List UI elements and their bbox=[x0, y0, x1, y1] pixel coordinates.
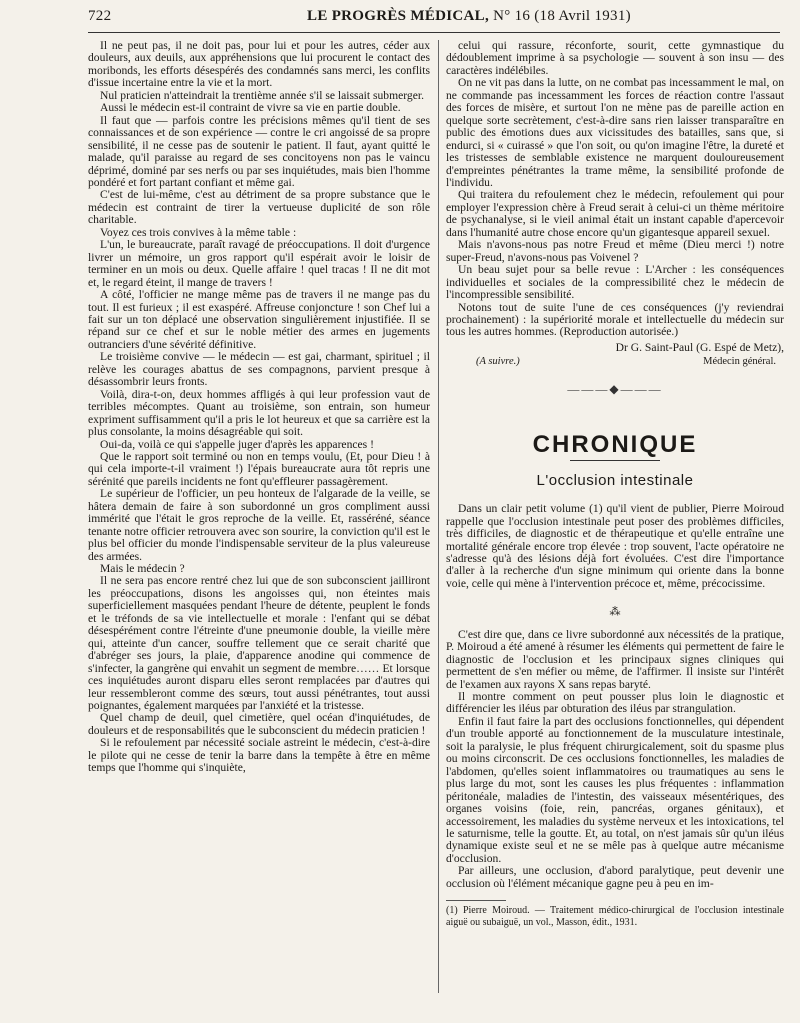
essay-continuation bbox=[446, 40, 784, 339]
paragraph: C'est de lui-même, c'est au détriment de sa propre substance que le médecin est contraint de tirer la vertueuse duplicité de son rôle charitable. bbox=[88, 188, 430, 227]
paragraph: celui qui rassure, réconforte, sourit, cette gymnastique du dédoublement imprime à sa psychologie — souvent à son insu — des caractères indélébiles. bbox=[446, 39, 784, 77]
heading-rule bbox=[570, 460, 660, 461]
paragraph: A côté, l'officier ne mange même pas de travers il ne mange pas du tout. Il est furieux ; il est exaspéré. Affreuse conjoncture ! son Chef lui a fait sur un ton déplacé une observation singulièrement injustifiée. Il se répand sur ce chef et sur le noble métier des armes en jugements outranciers d'une sévérité définitive. bbox=[88, 288, 430, 351]
page-header bbox=[88, 8, 780, 30]
chronique-intro bbox=[446, 503, 784, 590]
paragraph: Que le rapport soit terminé ou non en temps voulu, (Et, pour Dieu ! à qui cela importe-t-il vraiment !) l'épais bureaucrate aura tôt repris une sérénité que pareils incidents ne font qu'effleurer passagèrement. bbox=[88, 449, 430, 488]
section-ornament: ———◆——— bbox=[567, 381, 663, 396]
paragraph: L'un, le bureaucrate, paraît ravagé de préoccupations. Il doit d'urgence livrer un mémoire, un gros rapport qu'il espérait avoir le loisir de terminer en un mois ou deux. Quelle affaire ! quel tracas ! Il ne dit mot et, le regard éteint, il mange de travers ! bbox=[88, 238, 430, 289]
paragraph: Oui-da, voilà ce qui s'appelle juger d'après les apparences ! bbox=[100, 437, 374, 451]
paragraph: Dans un clair petit volume (1) qu'il vient de publier, Pierre Moiroud rappelle que l'occlusion intestinale peut poser des problèmes difficiles, très difficiles, de diagnostic et de thérapeutique et qu'elle entraîne une mortalité générale encore trop élevée : trop souvent, l'acte opératoire ne s'adresse qu'à des lésions déjà fort évoluées. C'est dire l'importance d'aller à la recherche d'un signe minimum qui oriente dans la bonne voie, celle qui mène à l'intervention précoce et, même, précocissime. bbox=[446, 502, 784, 590]
paragraph: Le supérieur de l'officier, un peu honteux de l'algarade de la veille, se hâtera demain de faire à son subordonné un gros compliment aussi immérité que l'était le gros reproche de la veille. Et, rasséréné, séance tenante notre officier retrouvera avec son sourire, la conviction qu'il est le plus bel officier du monde l'indispensable serviteur de la plus valeureuse des armées. bbox=[88, 487, 430, 563]
left-column bbox=[88, 40, 430, 775]
paragraph: Il ne sera pas encore rentré chez lui que de son subconscient jailliront les préoccupations, disons les angoisses qui, non éteintes mais superficiellement masquées pendant l'heure de détente, peuplent le fonds et le tréfonds de sa vie intellectuelle et morale : l'enfant qui se débat désespérément contre l'étreinte d'une pneumonie double, la vieille mère qui, atteinte d'un cancer, souffre tellement que ce serait charité que d'abréger ses jours, la plaie, d'apparence anodine qui commence de s'infecter, la gangrène qui envahit un segment de membre…… Et lorsque ces inquiétudes auront disparu elles seront remplacées par d'autres qui leur ressembleront comme des sœurs, tout aussi pénétrantes, tout aussi poignantes, également marquées par l'anxiété et la tristesse. bbox=[88, 574, 430, 713]
paragraph: Voyez ces trois convives à la même table : bbox=[100, 225, 297, 239]
header-rule bbox=[88, 32, 780, 33]
signature-line bbox=[446, 356, 784, 368]
paragraph: Voilà, dira-t-on, deux hommes affligés à qui leur profession vaut de terribles mécomptes. Quant au troisième, son entrain, son humeur expriment suffisamment qu'il a pris le lot heureux et que sa carrière est la plus consolante, la moins désagréable qui soit. bbox=[88, 387, 430, 439]
paragraph: Quel champ de deuil, quel cimetière, quel océan d'inquiétudes, de douleurs et de responsabilités que le subconscient du médecin praticien ! bbox=[88, 711, 430, 737]
paragraph: On ne vit pas dans la lutte, on ne combat pas incessamment le mal, on ne commande pas incessamment les forces de réaction contre l'assaut des forces de misère, et surtout l'on ne mène pas de pareille action en quelque sorte secrètement, c'est-à-dire sans rien laisser transparaître en public des émotions dues aux vicissitudes des batailles, sans que, si endurci, si « cuirassé » que l'on soit, ou qu'on imagine l'être, la dureté et les tristesses de semblable existence ne marquent douloureusement d'empreintes pénétrantes la trame même, la sensibilité profonde de l'individu. bbox=[446, 76, 784, 189]
chronique-body bbox=[446, 629, 784, 891]
right-column bbox=[446, 40, 784, 928]
page-number: 722 bbox=[88, 8, 112, 24]
paragraph: Mais le médecin ? bbox=[100, 562, 185, 576]
paragraph: Il montre comment on peut pousser plus loin le diagnostic et différencier les iléus par obturation des iléus par strangulation. bbox=[446, 690, 784, 716]
journal-title: LE PROGRÈS MÉDICAL, bbox=[307, 8, 490, 24]
paragraph: Enfin il faut faire la part des occlusions fonctionnelles, qui dépendent d'un trouble apporté au fonctionnement de la musculature intestinale, soit la paralysie, le plus fréquent chirurgicalement, soit du spasme plus ou moins circonscrit. De ces occlusions fonctionnelles, les maladies de l'abdomen, qu'elles soient inflammatoires ou traumatiques au sens le plus large du mot, sont les causes les plus fréquentes : inflammation péritonéale, maladies de l'intestin, des vaisseaux mésentériques, des organes voisins (foie, rein, pancréas, organes génitaux), et accessoirement, les maladies du système nerveux et les intoxications, tel le saturnisme, telle la goutte. Et, au total, on n'est jamais sûr qu'un iléus dynamique existe seul et ne se mêle pas à quelque autre mécanisme d'occlusion. bbox=[446, 714, 784, 865]
paragraph: Le troisième convive — le médecin — est gai, charmant, spirituel ; il relève les courages abattus de ses compagnons, parvient presque à désassombrir leurs fronts. bbox=[88, 350, 430, 389]
issue-info: N° 16 (18 Avril 1931) bbox=[493, 8, 631, 24]
running-title bbox=[158, 8, 780, 25]
column-divider bbox=[438, 40, 439, 993]
paragraph: Nul praticien n'atteindrait la trentième année s'il se laissait submerger. bbox=[100, 88, 424, 102]
to-be-continued: (A suivre.) bbox=[476, 356, 520, 368]
section-heading: CHRONIQUE bbox=[532, 431, 698, 459]
paragraph: Aussi le médecin est-il contraint de vivre sa vie en partie double. bbox=[100, 101, 401, 115]
paragraph: Mais n'avons-nous pas notre Freud et même (Dieu merci !) notre super-Freud, n'avons-nous pas Voivenel ? bbox=[446, 238, 784, 264]
footnote-rule bbox=[446, 900, 506, 901]
paragraph: Un beau sujet pour sa belle revue : L'Archer : les conséquences individuelles et sociales de la compressibilité chez le médecin de l'incompressible sensibilité. bbox=[446, 263, 784, 302]
paragraph: C'est dire que, dans ce livre subordonné aux nécessités de la pratique, P. Moiroud a été amené à résumer les éléments qui permettent de faire le diagnostic de l'occlusion et les principaux signes cliniques qui permettent de s'en méfier ou même, de l'affirmer. Il insiste sur l'intérêt de l'examen aux rayons X sans repas baryté. bbox=[446, 627, 784, 691]
author-signature: Dr G. Saint-Paul (G. Espé de Metz), bbox=[615, 340, 784, 354]
author-title: Médecin général. bbox=[703, 356, 776, 368]
article-subheading: L'occlusion intestinale bbox=[536, 471, 694, 489]
paragraph: Il faut que — parfois contre les précisions mêmes qu'il tient de ses connaissances et de son expérience — contre le cri angoissé de sa propre sensibilité, il ne cesse pas de soutenir le patient. Il faut, ayant quitté le malade, qu'il paraisse au regard de ses concitoyens non pas le vaincu déprimé, dominé par ses nerfs ou par ses inquiétudes, mais bien l'homme pondéré et fort partant confiant et même gai. bbox=[88, 113, 430, 189]
paragraph: Par ailleurs, une occlusion, d'abord paralytique, peut devenir une occlusion où l'élément mécanique gagne peu à peu en im- bbox=[446, 864, 784, 890]
paragraph: Qui traitera du refoulement chez le médecin, refoulement qui pour employer l'expression chère à Freud serait à celui-ci un thème méritoire de psychanalyse, si le vieil animal était un instant capable d'apercevoir dans l'humanité autre chose encore qu'un gigantesque appareil sexuel. bbox=[446, 188, 784, 239]
paragraph: Si le refoulement par nécessité sociale astreint le médecin, c'est-à-dire le pilote qui ne cesse de tenir la barre dans la tempête à être en même temps que l'homme qui s'inquiète, bbox=[88, 736, 430, 775]
asterism: ⁂ bbox=[609, 606, 621, 619]
paragraph: Il ne peut pas, il ne doit pas, pour lui et pour les autres, céder aux douleurs, aux deuils, aux appréhensions que lui procurent le contact des moribonds, les efforts désespérés des condamnés sans merci, les conflits d'issue incertaine entre la vie et la mort. bbox=[88, 39, 430, 90]
paragraph: Notons tout de suite l'une de ces conséquences (j'y reviendrai prochainement) : la supériorité morale et intellectuelle du médecin sur tous les autres hommes. (Reproduction autorisée.) bbox=[446, 300, 784, 339]
footnote: (1) Pierre Moiroud. — Traitement médico-chirurgical de l'occlusion intestinale aiguë ou subaiguë, un vol., Masson, édit., 1931. bbox=[446, 905, 784, 928]
